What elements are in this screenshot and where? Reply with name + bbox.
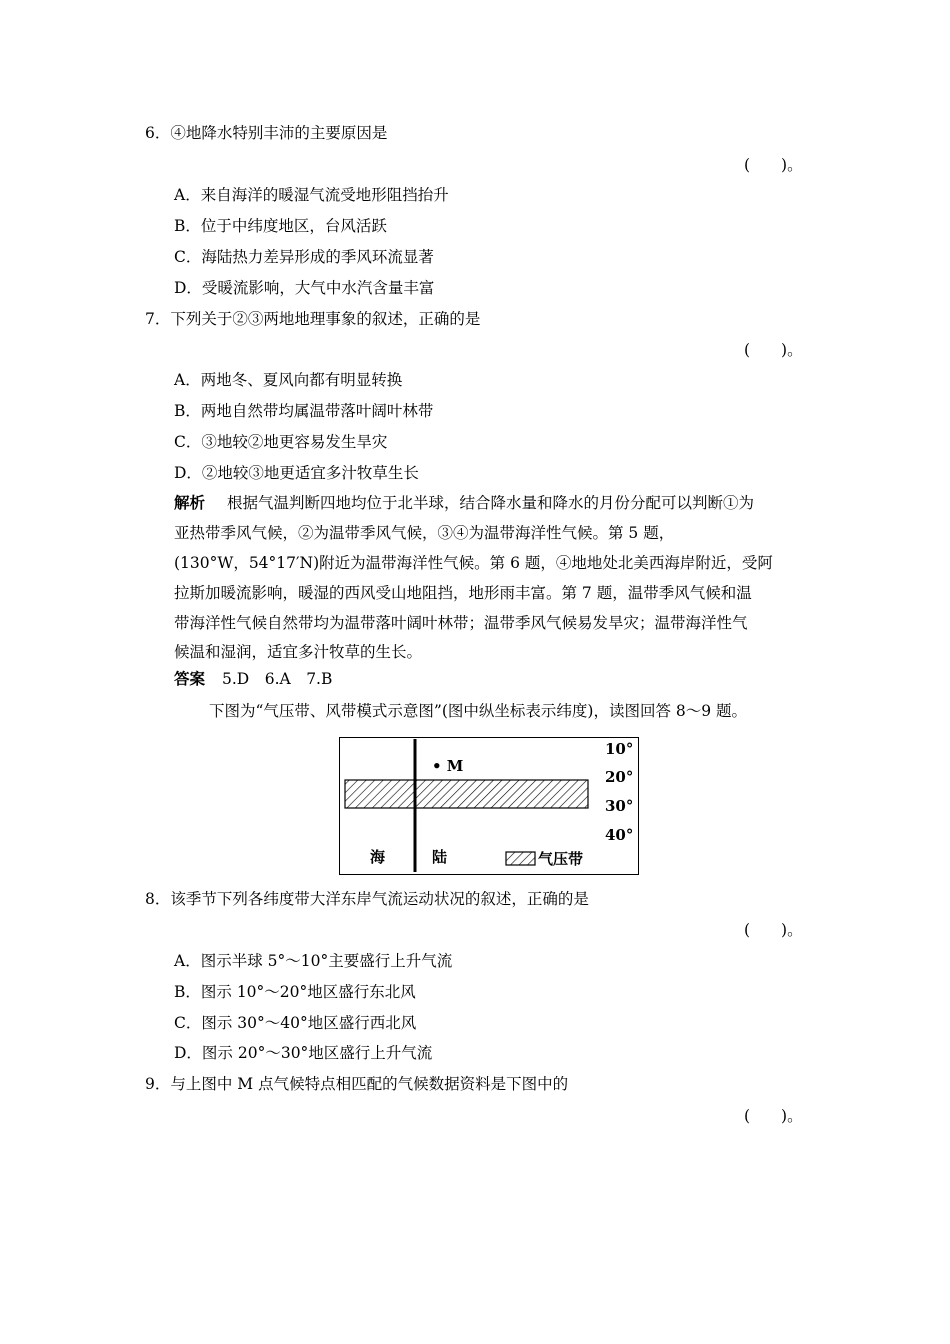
pressure-belt-diagram — [339, 737, 639, 875]
answer-parentheses: ( )。 — [744, 156, 803, 174]
option-c: C．③地较②地更容易发生旱灾 — [174, 433, 388, 451]
option-d: D．②地较③地更适宜多汁牧草生长 — [174, 464, 419, 482]
option-a: A．图示半球 5°～10°主要盛行上升气流 — [174, 952, 453, 970]
option-b: B．图示 10°～20°地区盛行东北风 — [174, 983, 416, 1001]
option-c: C．图示 30°～40°地区盛行西北风 — [174, 1014, 417, 1032]
analysis-line: 带海洋性气候自然带均为温带落叶阔叶林带；温带季风气候易发旱灾；温带海洋性气 — [174, 614, 748, 632]
latitude-label-40: 40° — [605, 826, 634, 844]
figure-intro: 下图为“气压带、风带模式示意图”(图中纵坐标表示纬度)，读图回答 8～9 题。 — [209, 702, 748, 720]
question-9-stem: 9．与上图中 M 点气候特点相匹配的气候数据资料是下图中的 — [145, 1075, 569, 1093]
option-a: A．来自海洋的暖湿气流受地形阻挡抬升 — [174, 186, 449, 204]
analysis-line: 根据气温判断四地均位于北半球，结合降水量和降水的月份分配可以判断①为 — [227, 494, 755, 512]
analysis-line: 拉斯加暖流影响，暖湿的西风受山地阻挡，地形雨丰富。第 7 题，温带季风气候和温 — [174, 584, 752, 602]
option-d: D．图示 20°～30°地区盛行上升气流 — [174, 1044, 433, 1062]
sea-label: 海 — [370, 848, 386, 866]
point-m-label: • M — [432, 757, 464, 775]
analysis-label: 解析 — [174, 493, 206, 512]
latitude-label-20: 20° — [605, 768, 634, 786]
latitude-label-10: 10° — [605, 740, 634, 758]
option-b: B．两地自然带均属温带落叶阔叶林带 — [174, 402, 434, 420]
option-d: D．受暖流影响，大气中水汽含量丰富 — [174, 279, 435, 297]
option-c: C．海陆热力差异形成的季风环流显著 — [174, 248, 434, 266]
analysis-line: 候温和湿润，适宜多汁牧草的生长。 — [174, 643, 423, 661]
question-7-stem: 7．下列关于②③两地地理事象的叙述，正确的是 — [145, 310, 481, 328]
answer-label: 答案 — [174, 669, 206, 688]
answer-text: 5.D 6.A 7.B — [222, 670, 333, 688]
answer-parentheses: ( )。 — [744, 341, 803, 359]
land-label: 陆 — [432, 848, 448, 866]
pressure-belt-band — [345, 780, 588, 808]
legend-swatch — [506, 852, 535, 865]
option-b: B．位于中纬度地区，台风活跃 — [174, 217, 387, 235]
answer-parentheses: ( )。 — [744, 1107, 803, 1125]
analysis-line: 亚热带季风气候，②为温带季风气候，③④为温带海洋性气候。第 5 题， — [174, 524, 675, 542]
question-8-stem: 8．该季节下列各纬度带大洋东岸气流运动状况的叙述，正确的是 — [145, 890, 589, 908]
legend-label: 气压带 — [538, 850, 584, 868]
option-a: A．两地冬、夏风向都有明显转换 — [174, 371, 403, 389]
analysis-line: (130°W，54°17′N)附近为温带海洋性气候。第 6 题，④地地处北美西海岸附近，受阿 — [174, 554, 773, 572]
question-6-stem: 6．④地降水特别丰沛的主要原因是 — [145, 124, 388, 142]
latitude-label-30: 30° — [605, 797, 634, 815]
answer-parentheses: ( )。 — [744, 921, 803, 939]
